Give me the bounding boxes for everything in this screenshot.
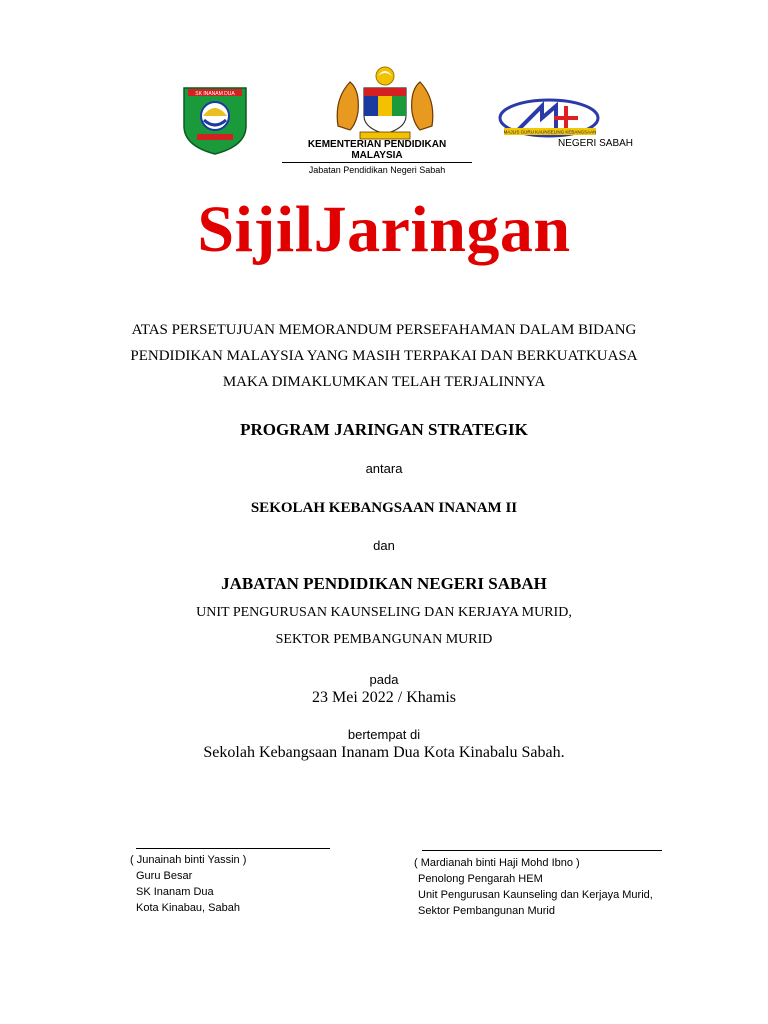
- certificate-title: SijilJaringan: [197, 193, 571, 266]
- signatory-left-place: Kota Kinabau, Sabah: [136, 902, 240, 914]
- ministry-name: KEMENTERIAN PENDIDIKAN MALAYSIA: [282, 139, 472, 163]
- school-logo: [180, 86, 250, 156]
- intro-line-2: PENDIDIKAN MALAYSIA YANG MASIH TERPAKAI DAN BERKUATKUASA: [130, 348, 638, 364]
- signatory-right-title: Penolong Pengarah HEM: [418, 873, 543, 885]
- mgkk-logo: [498, 98, 600, 142]
- pada-text: pada: [369, 672, 399, 687]
- signatory-left-name: ( Junainah binti Yassin ): [130, 854, 247, 866]
- signatory-right-name: ( Mardianah binti Haji Mohd Ibno ): [414, 857, 580, 869]
- signatory-right-unit: Unit Pengurusan Kaunseling dan Kerjaya Murid,: [418, 889, 653, 901]
- bertempat-text: bertempat di: [347, 727, 421, 742]
- intro-line-1: ATAS PERSETUJUAN MEMORANDUM PERSEFAHAMAN DALAM BIDANG: [131, 322, 637, 338]
- dan-text: dan: [373, 538, 395, 553]
- event-venue: Sekolah Kebangsaan Inanam Dua Kota Kinabalu Sabah.: [203, 744, 565, 761]
- signatory-left-org: SK Inanam Dua: [136, 886, 214, 898]
- mgkk-region-label: NEGERI SABAH: [558, 138, 634, 149]
- signature-line-right: [422, 850, 662, 851]
- party-2-unit: UNIT PENGURUSAN KAUNSELING DAN KERJAYA MURID,: [196, 605, 572, 620]
- coat-of-arms-logo: [330, 64, 440, 144]
- signatory-left-title: Guru Besar: [136, 870, 193, 882]
- party-2-sector: SEKTOR PEMBANGUNAN MURID: [275, 632, 493, 647]
- party-1-name: SEKOLAH KEBANGSAAN INANAM II: [250, 500, 518, 516]
- school-logo-banner: SK INANAM DUA: [195, 91, 235, 97]
- intro-line-3: MAKA DIMAKLUMKAN TELAH TERJALINNYA: [222, 374, 546, 390]
- mgkk-logo-text: MAJLIS GURU KAUNSELING KEBANGSAAN: [503, 129, 597, 135]
- signature-line-left: [136, 848, 330, 849]
- ministry-department: Jabatan Pendidikan Negeri Sabah: [308, 165, 446, 175]
- signature-block-left: [130, 852, 246, 916]
- program-name: PROGRAM JARINGAN STRATEGIK: [240, 420, 528, 439]
- event-date: 23 Mei 2022 / Khamis: [312, 689, 456, 706]
- signature-block-right: [414, 855, 653, 919]
- signatory-right-sector: Sektor Pembangunan Murid: [418, 905, 555, 917]
- antara-text: antara: [365, 461, 403, 476]
- party-2-name: JABATAN PENDIDIKAN NEGERI SABAH: [221, 574, 547, 593]
- ministry-text: [282, 139, 472, 175]
